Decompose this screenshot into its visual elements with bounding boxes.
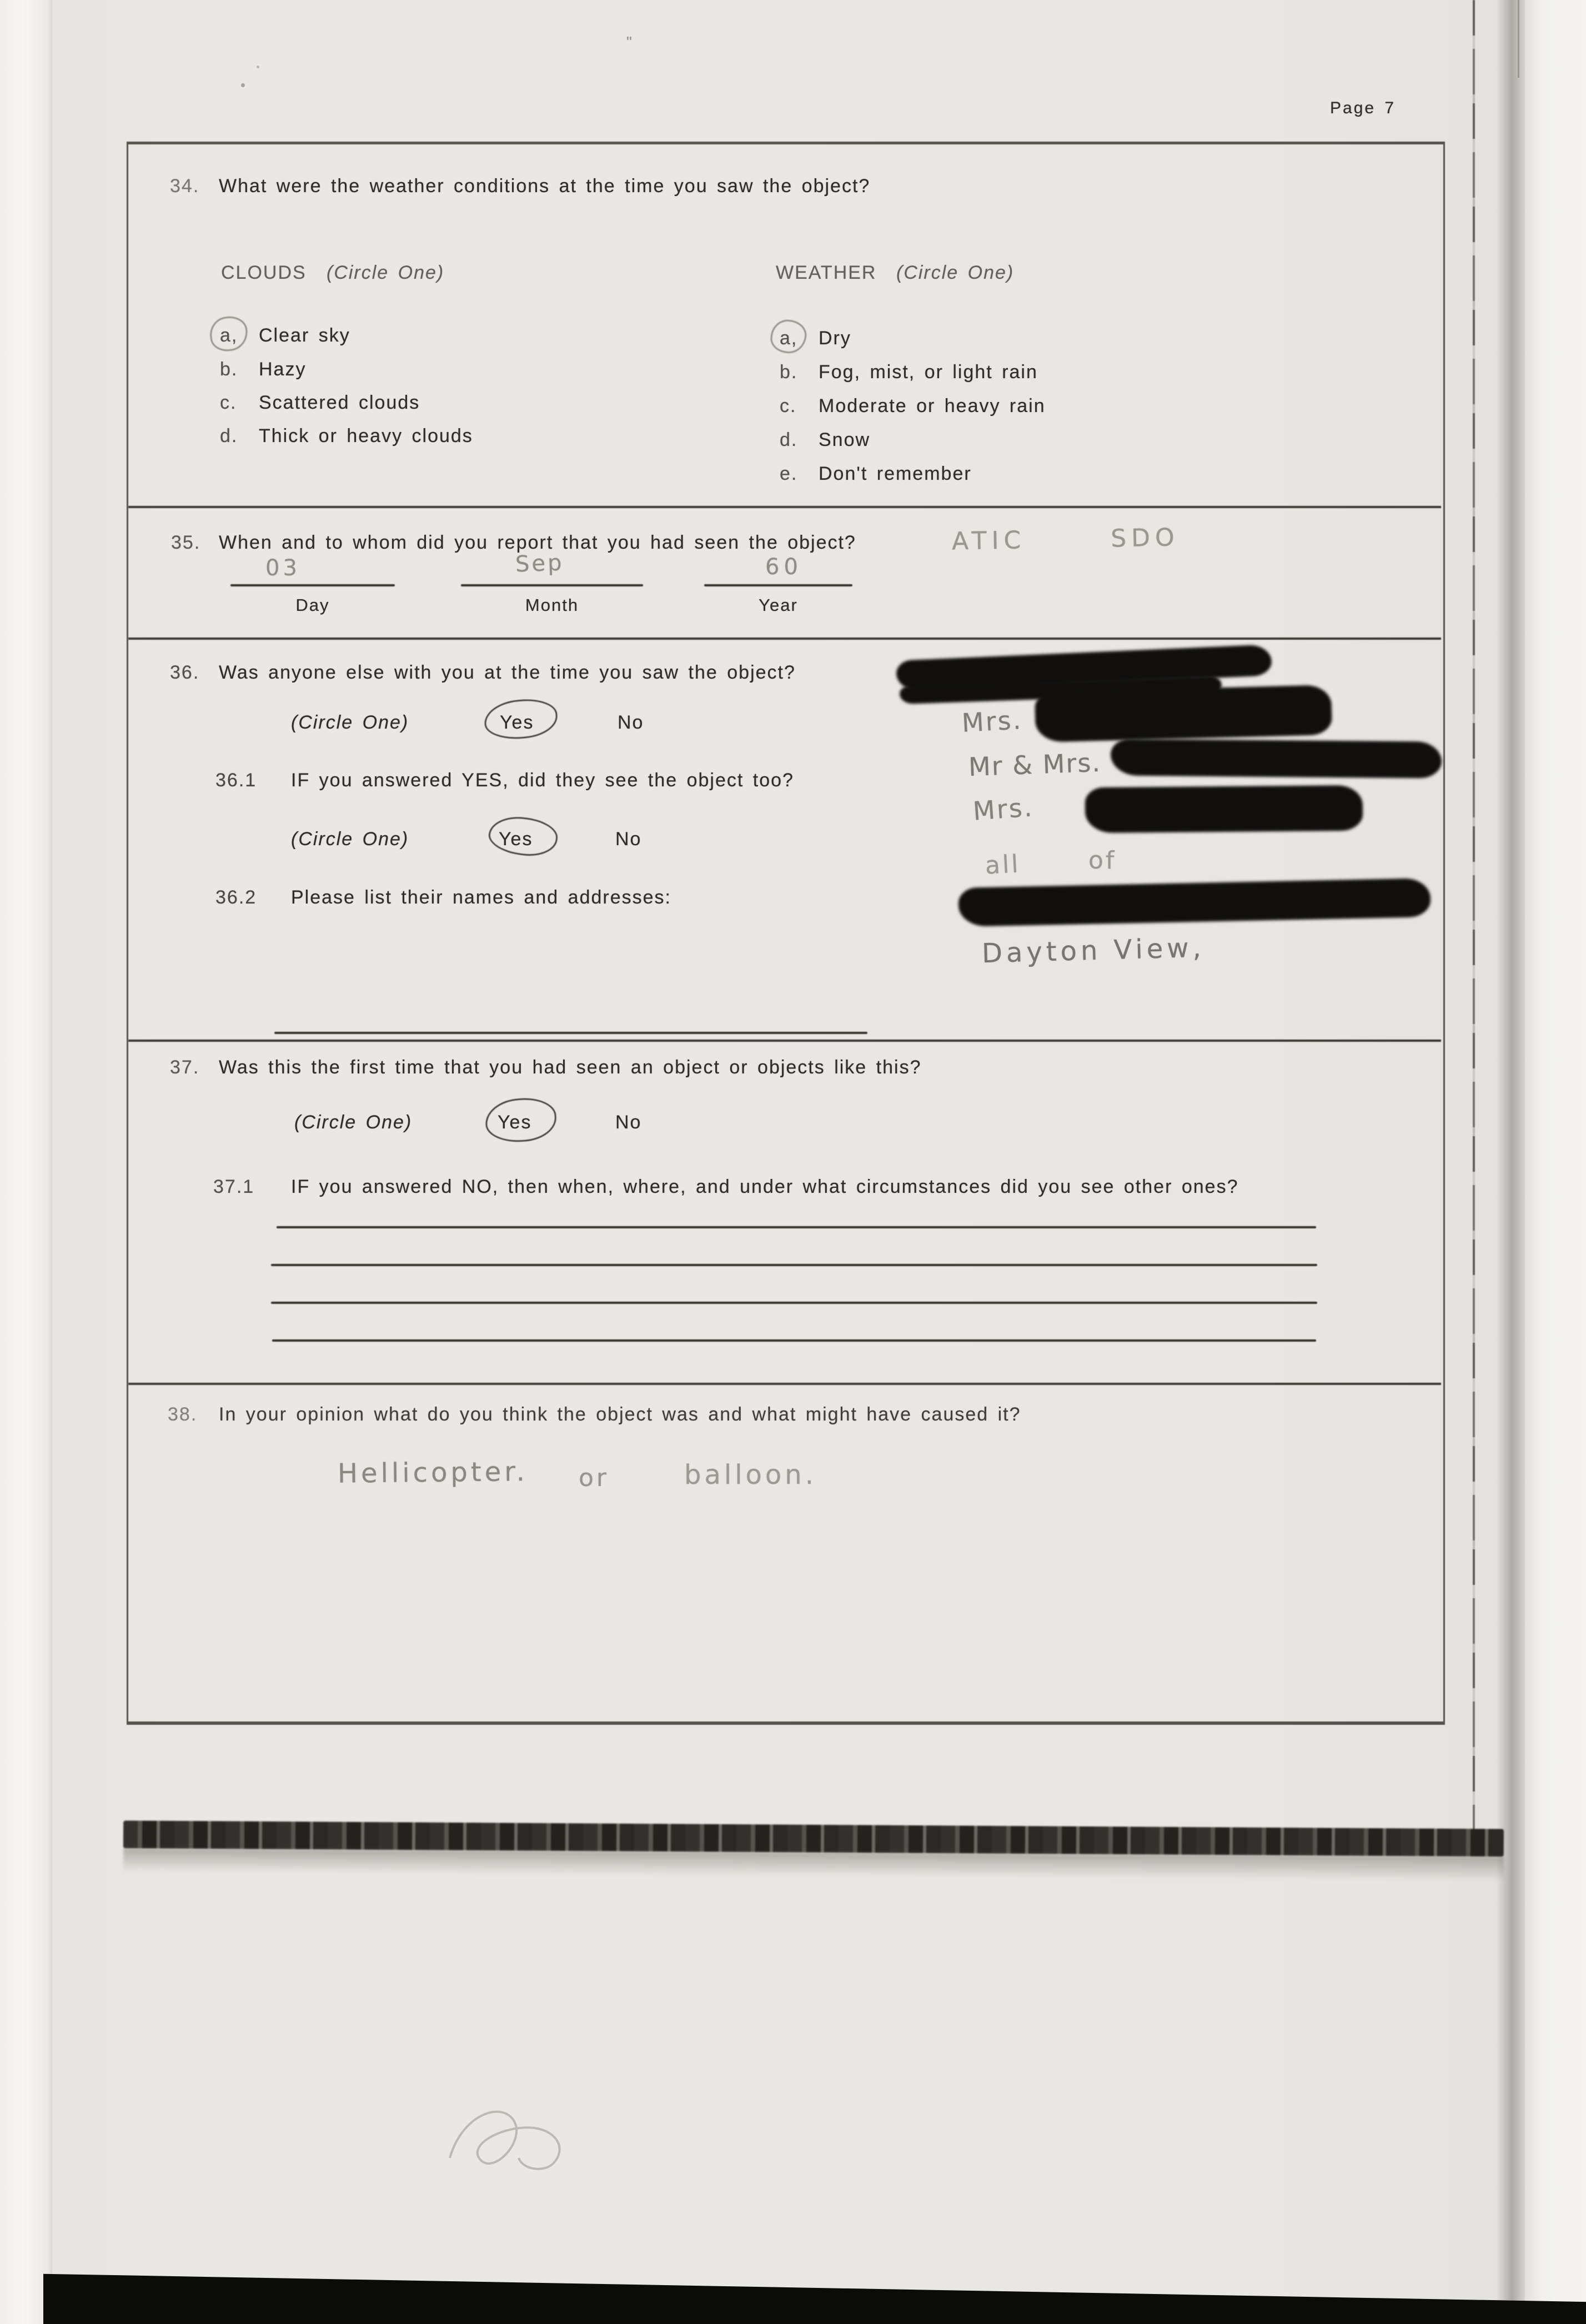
- handwritten-of-word: of: [1088, 846, 1117, 875]
- weather-option-label-e: Don't remember: [819, 463, 972, 484]
- no-option: No: [618, 712, 644, 733]
- section-divider: [128, 506, 1441, 508]
- section-divider: [128, 1040, 1441, 1042]
- section-divider: [128, 638, 1441, 640]
- handwritten-all-word: all: [984, 850, 1021, 880]
- stray-dot: [257, 66, 259, 68]
- no-option: No: [615, 829, 642, 850]
- answer-line: [272, 1339, 1316, 1342]
- stray-mark: ": [626, 33, 633, 51]
- clouds-option-label-c: Scattered clouds: [259, 392, 420, 413]
- yes-option: Yes: [499, 829, 533, 850]
- weather-option-letter-b: b.: [780, 362, 798, 383]
- question-38-text: In your opinion what do you think the object was and what might have caused it?: [219, 1404, 1021, 1425]
- circle-one-label: (Circle One): [291, 829, 409, 850]
- circle-one-label: (Circle One): [291, 712, 409, 733]
- answer-line: [271, 1264, 1317, 1266]
- clouds-header-circle-one: (Circle One): [327, 262, 445, 283]
- clouds-option-label-b: Hazy: [259, 359, 307, 380]
- weather-option-letter-d: d.: [780, 429, 798, 450]
- handwritten-month-value: Sep: [515, 550, 565, 578]
- question-38-number: 38.: [168, 1404, 198, 1425]
- scan-left-edge-strip: [0, 0, 52, 2324]
- clouds-option-letter-c: c.: [220, 392, 237, 413]
- year-field-label: Year: [759, 595, 798, 615]
- yes-option: Yes: [498, 1112, 532, 1133]
- weather-option-letter-a: a,: [780, 328, 798, 349]
- question-34-number: 34.: [170, 175, 200, 197]
- year-field-line: [704, 584, 852, 586]
- question-36-number: 36.: [170, 662, 200, 683]
- question-35-text: When and to whom did you report that you had seen the object?: [219, 532, 856, 553]
- question-36-2-text: Please list their names and addresses:: [291, 887, 671, 908]
- weather-header-circle-one: (Circle One): [896, 262, 1015, 283]
- circle-one-label: (Circle One): [294, 1112, 413, 1133]
- question-34-text: What were the weather conditions at the time you saw the object?: [219, 175, 871, 197]
- scan-bottom-black-bar: [43, 2266, 1586, 2324]
- question-36-text: Was anyone else with you at the time you saw the object?: [219, 662, 796, 683]
- month-field-label: Month: [525, 595, 579, 615]
- handwritten-opinion-word: or: [579, 1464, 610, 1492]
- scan-right-margin: [1524, 0, 1586, 2324]
- handwritten-year-value: 60: [765, 554, 802, 580]
- page-curl-shadow: [1496, 0, 1525, 2324]
- question-37-number: 37.: [170, 1057, 200, 1078]
- scan-edge-tick: [1518, 0, 1519, 78]
- names-answer-line: [274, 1032, 867, 1034]
- question-37-1-number: 37.1: [213, 1176, 255, 1197]
- redaction-bar: [1035, 685, 1332, 742]
- handwritten-day-value: 03: [265, 555, 300, 581]
- clouds-option-label-a: Clear sky: [259, 325, 350, 346]
- pencil-squiggle: [440, 2092, 579, 2190]
- handwritten-name-prefix: Mr & Mrs.: [968, 747, 1102, 782]
- section-divider: [128, 1383, 1441, 1385]
- weather-header-title: WEATHER: [776, 262, 877, 283]
- handwritten-name-prefix: Mrs.: [972, 792, 1035, 826]
- scan-edge-line: [1473, 0, 1475, 1833]
- month-field-line: [461, 584, 643, 586]
- no-option: No: [615, 1112, 642, 1133]
- weather-option-label-c: Moderate or heavy rain: [819, 395, 1046, 416]
- weather-option-label-b: Fog, mist, or light rain: [819, 362, 1038, 383]
- redaction-bar: [1085, 785, 1363, 833]
- day-field-line: [230, 584, 395, 586]
- clouds-header-title: CLOUDS: [221, 262, 307, 283]
- question-37-1-text: IF you answered NO, then when, where, and under what circumstances did you see other ones?: [291, 1176, 1239, 1197]
- handwritten-report-recipient: ATIC SDO: [951, 523, 1180, 556]
- page-number-label: Page 7: [1330, 99, 1396, 117]
- answer-line: [271, 1302, 1317, 1304]
- redaction-bar: [1111, 739, 1442, 778]
- clouds-option-letter-a: a,: [220, 325, 238, 346]
- question-35-number: 35.: [171, 532, 201, 553]
- yes-option: Yes: [500, 712, 534, 733]
- handwritten-location: Dayton View,: [981, 932, 1206, 970]
- weather-option-letter-e: e.: [780, 463, 798, 484]
- question-36-1-text: IF you answered YES, did they see the object too?: [291, 770, 794, 791]
- clouds-option-label-d: Thick or heavy clouds: [259, 425, 473, 446]
- stray-dot: [241, 83, 245, 87]
- handwritten-opinion-word: balloon.: [684, 1459, 817, 1490]
- question-36-1-number: 36.1: [215, 770, 257, 791]
- handwritten-name-prefix: Mrs.: [961, 705, 1023, 738]
- clouds-option-letter-d: d.: [220, 425, 238, 446]
- answer-line: [277, 1226, 1316, 1228]
- question-37-text: Was this the first time that you had seen an object or objects like this?: [219, 1057, 922, 1078]
- weather-option-letter-c: c.: [780, 395, 797, 416]
- question-36-2-number: 36.2: [215, 887, 257, 908]
- day-field-label: Day: [295, 595, 330, 615]
- clouds-option-letter-b: b.: [220, 359, 238, 380]
- weather-option-label-a: Dry: [819, 328, 851, 349]
- weather-option-label-d: Snow: [819, 429, 871, 450]
- handwritten-opinion-word: Hellicopter.: [337, 1456, 529, 1489]
